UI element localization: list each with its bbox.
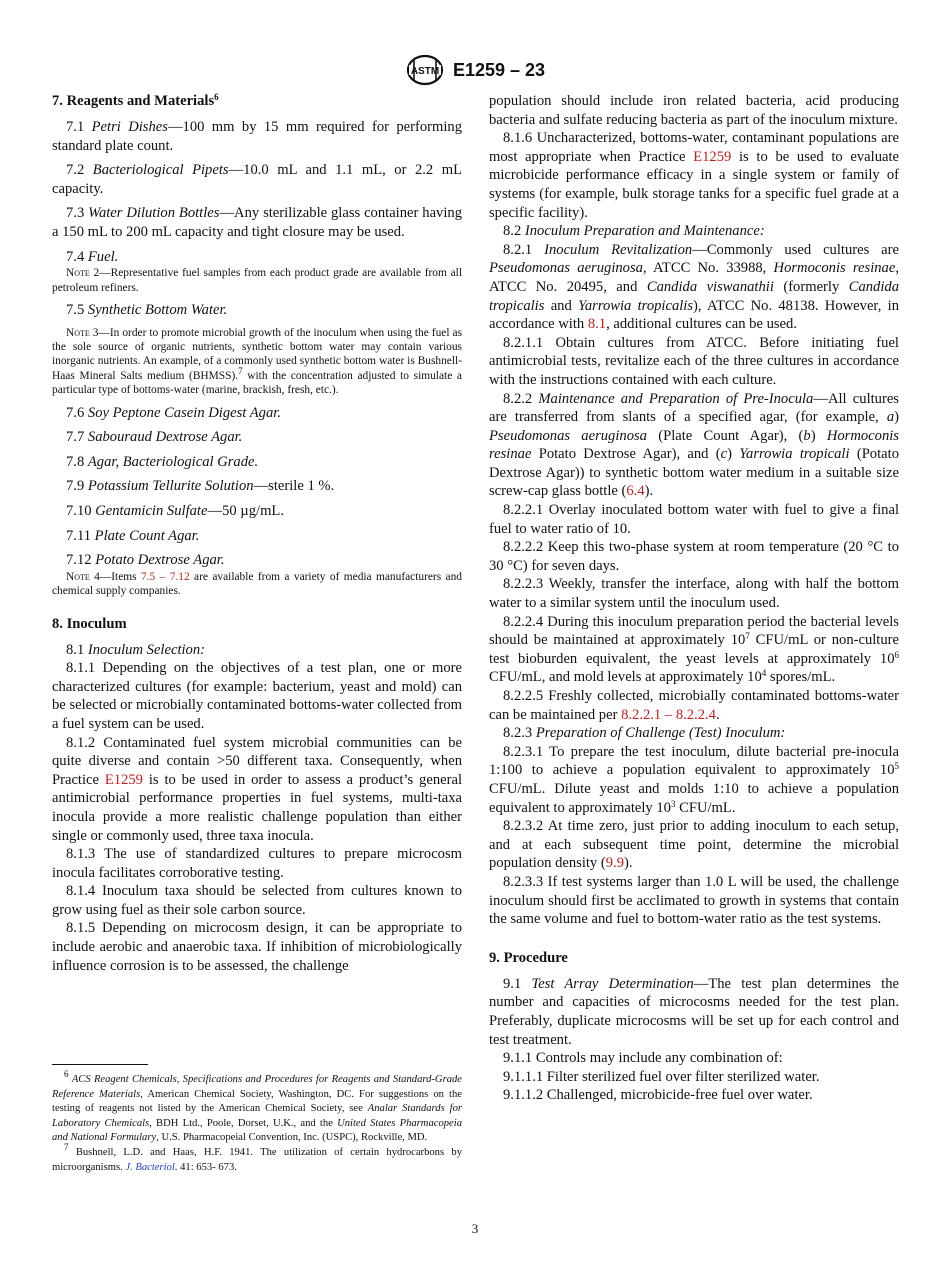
note-2: Note 2—Representative fuel samples from each product grade are available from all petroleum refiners. (52, 267, 462, 294)
link-8-2-2-1-to-8-2-2-4[interactable]: 8.2.2.1 – 8.2.2.4 (621, 706, 716, 723)
paragraph-7-11: 7.11 Plate Count Agar. (66, 527, 200, 544)
paragraph-8-1-6: 8.1.6 Uncharacterized, bottoms-water, contaminant populations are most appropriate when Practice E1259 is to be used to evaluate microbicide performance efficacy in a single system or family of systems (for example, bulk storage tanks for a specific fuel grade at a specific facility). (489, 130, 899, 221)
paragraph-7-8: 7.8 Agar, Bacteriological Grade. (66, 453, 259, 470)
note-4: Note 4—Items 7.5 – 7.12 are available from a variety of media manufacturers and chemical supply companies. (52, 570, 463, 598)
link-9-9[interactable]: 9.9 (605, 855, 624, 872)
footnote-7: $^7$ Bushnell, L.D. and Haas, H.F. 1941. The utilization of certain hydrocarbons by microorganisms. J. Bacteriol. 41: 653- 673. (52, 1141, 462, 1173)
paragraph-7-1: 7.1 Petri Dishes—100 mm by 15 mm required for performing standard plate count. (52, 119, 463, 154)
paragraph-8-2-2-3: 8.2.2.3 Weekly, transfer the interface, along with half the bottom water to a similar system until the inoculum used. (489, 576, 899, 612)
paragraph-7-9: 7.9 Potassium Tellurite Solution—sterile 1 %. (66, 478, 335, 495)
link-8-1[interactable]: 8.1 (587, 316, 607, 333)
paragraph-8-1: 8.1 Inoculum Selection: (66, 641, 206, 658)
link-7-5-to-7-12[interactable]: 7.5 – 7.12 (140, 570, 190, 583)
paragraph-8-1-3: 8.1.3 The use of standardized cultures to prepare microcosm inocula facilitates corroborative testing. (52, 846, 462, 881)
paragraph-7-7: 7.7 Sabouraud Dextrose Agar. (66, 429, 243, 446)
paragraph-7-3: 7.3 Water Dilution Bottles—Any sterilizable glass container having a 150 mL to 200 mL capacity and tight closure may be used. (52, 205, 462, 240)
paragraph-9-1-1: 9.1.1 Controls may include any combination of: (503, 1050, 783, 1067)
paragraph-8-2-1-1: 8.2.1.1 Obtain cultures from ATCC. Before initiating fuel antimicrobial tests, revitalize each of the three cultures in accordance with the instructions contained with each culture. (489, 334, 899, 388)
paragraph-8-1-1: 8.1.1 Depending on the objectives of a test plan, one or more characterized cultures (for example: bacterium, yeast and mold) can be selected or microbially contaminated bottoms-water collected from a fuel system can be used. (52, 660, 462, 732)
paragraph-8-2-2-1: 8.2.2.1 Overlay inoculated bottom water with fuel to give a final fuel to water ratio of 10. (489, 502, 899, 537)
paragraph-8-1-5: 8.1.5 Depending on microcosm design, it can be appropriate to include aerobic and anaerobic taxa. If inhibition of microbiologically influence corrosion is to be assessed, the challenge (52, 920, 462, 974)
astm-logo-icon (405, 54, 445, 86)
paragraph-8-1-4: 8.1.4 Inoculum taxa should be selected from cultures known to grow using fuel as their sole carbon source. (52, 883, 462, 918)
link-6-4[interactable]: 6.4 (626, 483, 645, 500)
paragraph-9-1-1-1: 9.1.1.1 Filter sterilized fuel over filter sterilized water. (503, 1068, 820, 1085)
footnote-6: $^6$ ACS Reagent Chemicals, Specifications and Procedures for Reagents and Standard-Grade Reference Materials, American Chemical Society, Washington, DC. For suggestions on the testing of reagents not listed by the American Chemical Society, see Analar Standards for Laboratory Chemicals, BDH Ltd., Poole, Dorset, U.K., and the United States Pharmacopeia and National Formulary, U.S. Pharmacopeial Convention, Inc. (USPC), Rockville, MD. (52, 1069, 463, 1144)
paragraph-8-2-2: 8.2.2 Maintenance and Preparation of Pre-Inocula—All cultures are transferred from slants of a specified agar, (for example, a) Pseudomonas aeruginosa (Plate Count Agar), (b) Hormoconis resinae Potato Dextrose Agar), and (c) Yarrowia tropicali (Potato Dextrose Agar)) to synthetic bottom water medium in a suitable size screw-cap glass bottle (6.4). (489, 390, 899, 500)
paragraph-8-2-3: 8.2.3 Preparation of Challenge (Test) Inoculum: (503, 725, 786, 742)
paragraph-8-1-5-continued: population should include iron related bacteria, acid producing bacteria and sulfate reducing bacteria as part of the inoculum mixture. (489, 93, 899, 128)
link-e1259[interactable]: E1259 (104, 771, 143, 788)
section-9-heading: 9. Procedure (489, 949, 568, 966)
paragraph-8-2-2-4: 8.2.2.4 During this inoculum preparation period the bacterial levels should be maintained at approximately $10^7$ CFU/mL or non-culture test bioburden equivalent, the yeast levels at approximately $10^6$ CFU/mL, and mold levels at approximately $10^4$ spores/mL. (489, 613, 899, 686)
left-column (52, 92, 462, 975)
paragraph-8-2-1: 8.2.1 Inoculum Revitalization—Commonly used cultures are Pseudomonas aeruginosa, ATCC No. 33988, Hormoconis resinae, ATCC No. 20495, and Candida viswanathii (formerly Candida tropicalis and Yarrowia tropicalis), ATCC No. 48138. However, in accordance with 8.1, additional cultures can be used. (489, 241, 899, 333)
note-3: Note 3—In order to promote microbial growth of the inoculum when using the fuel as the sole source of organic nutrients, synthetic bottom water may contain various inorganic nutrients. An example, of a commonly used synthetic bottom water is Bushnell-Haas Mineral Salts medium (BHMSS).$^7$ with the concentration adjusted to simulate a particular type of bottoms-water (marine, brackish, fresh, etc.). (52, 326, 462, 397)
paragraph-7-2: 7.2 Bacteriological Pipets—10.0 mL and 1.1 mL, or 2.2 mL capacity. (52, 162, 463, 197)
page-header (0, 54, 950, 86)
paragraph-9-1-1-2: 9.1.1.2 Challenged, microbicide-free fuel over water. (503, 1087, 813, 1104)
link-e1259[interactable]: E1259 (693, 148, 732, 165)
paragraph-7-6: 7.6 Soy Peptone Casein Digest Agar. (66, 404, 281, 421)
paragraph-8-2-3-1: 8.2.3.1 To prepare the test inoculum, dilute bacterial pre-inocula 1:100 to achieve a population equivalent to approximately $10^5$ CFU/mL. Dilute yeast and molds 1:10 to achieve a population equivalent to approximately $10^3$ CFU/mL. (489, 743, 899, 816)
section-8-heading: 8. Inoculum (52, 615, 127, 632)
paragraph-8-2-3-2: 8.2.3.2 At time zero, just prior to adding inoculum to each setup, and at each subsequent time point, determine the microbial population density (9.9). (489, 818, 899, 872)
paragraph-8-2: 8.2 Inoculum Preparation and Maintenance: (503, 223, 765, 240)
page-number: 3 (471, 1221, 479, 1236)
paragraph-7-4: 7.4 Fuel. (66, 248, 119, 265)
footnotes (52, 1064, 462, 1175)
section-7-heading: 7. Reagents and Materials$^6$ (52, 92, 219, 109)
paragraph-8-2-2-5: 8.2.2.5 Freshly collected, microbially contaminated bottoms-water can be maintained per 8.2.2.1 – 8.2.2.4. (489, 688, 899, 723)
astm-logo-text: ASTM (410, 66, 440, 77)
paragraph-8-1-2: 8.1.2 Contaminated fuel system microbial communities can be quite diverse and contain >50 different taxa. Consequently, when Practice E1259 is to be used in order to assess a product’s general antimicrobial performance properties in fuel systems, multi-taxa inocula provide a more realistic challenge population than either single or commonly used, three taxa inocula. (52, 734, 463, 844)
paragraph-8-2-2-2: 8.2.2.2 Keep this two-phase system at room temperature (20 °C to 30 °C) for seven days. (489, 539, 899, 574)
document-number: E1259 – 23 (452, 59, 546, 80)
right-column (489, 92, 899, 1105)
paragraph-8-2-3-3: 8.2.3.3 If test systems larger than 1.0 L will be used, the challenge inoculum should first be acclimated to growth in systems that contain the same volume and fuel to bottom-water ratio as the test systems. (489, 873, 899, 928)
paragraph-7-12: 7.12 Potato Dextrose Agar. (66, 552, 225, 569)
link-j-bacteriol[interactable]: J. Bacteriol (125, 1161, 175, 1173)
paragraph-9-1: 9.1 Test Array Determination—The test plan determines the number and capacities of microcosms needed for the test plan. Preferably, duplicate microcosms will be set up for each control and test treatment. (489, 975, 900, 1048)
footnote-divider (52, 1064, 148, 1065)
paragraph-7-5: 7.5 Synthetic Bottom Water. (66, 301, 228, 318)
paragraph-7-10: 7.10 Gentamicin Sulfate—50 µg/mL. (66, 502, 284, 519)
